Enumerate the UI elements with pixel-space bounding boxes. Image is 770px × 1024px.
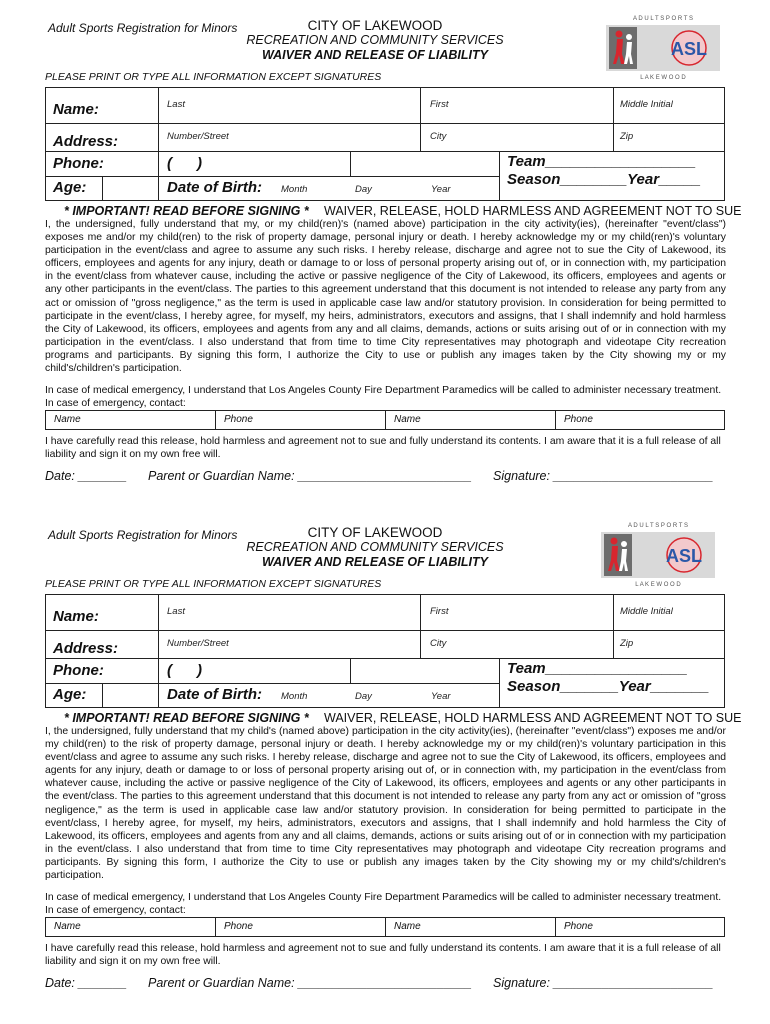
first-name-field[interactable]: First (430, 99, 449, 110)
phone-field[interactable]: ( ) (167, 155, 202, 172)
logo-initials: ASL (671, 39, 707, 59)
first-name-field[interactable]: First (430, 606, 449, 617)
dob-month-field[interactable]: Month (281, 691, 308, 702)
street-field[interactable]: Number/Street (167, 638, 229, 649)
dob-label: Date of Birth: (167, 179, 262, 196)
medical-emergency-text: In case of medical emergency, I understand that Los Angeles County Fire Department Paramedics will be called to administer necessary treatment. In case of emergency, contact: (45, 385, 722, 409)
age-label: Age: (53, 686, 87, 703)
city-field[interactable]: City (430, 131, 447, 142)
important-notice: * IMPORTANT! READ BEFORE SIGNING * (64, 711, 309, 725)
age-label: Age: (53, 179, 87, 196)
dob-day-field[interactable]: Day (355, 691, 372, 702)
phone-field[interactable]: ( ) (167, 662, 202, 679)
waiver-heading: WAIVER, RELEASE, HOLD HARMLESS AND AGREEMENT NOT TO SUE (324, 711, 742, 725)
contact2-name-field[interactable]: Name (394, 414, 421, 425)
contact2-phone-field[interactable]: Phone (564, 921, 593, 932)
waiver-legal-text: I, the undersigned, fully understand that my, or my child(ren)'s (named above) participation in the city activity(ies), (hereinafter "event/class") exposes me and/or my child(ren) to the risk of property damage, personal injury or death. I hereby acknowledge my or my child(ren)'s voluntary participation in the event/class and agree to assume any such risks. I hereby release, discharge and agree not to sue the City of Lakewood, its officers, employees and agents for any injury, death or damage to or loss of personal property arising out of, or in connection with, my participation in the event/class from whatever cause, including the active or passive negligence of the City of Lakewood, its officers, employees and agents or any other participants in the event/class. The parties to this agreement understand that this document is not intended to release any party from any act or omission of "gross negligence," as the term is used in applicable case law and/or statutory provision. In consideration for being permitted to participate in the event/class, I hereby agree, for myself, my heirs, administrators, executors and assigns, that I shall indemnify and hold harmless the City of Lakewood, its officers, employees and agents from any and all claims, demands, actions or suits arising out of or in connection with my participation in the event/class. I also understand that from time to time City representatives may photograph and videotape City recreation programs and participants. By signing this form, I authorize the City to use or publish any images taken by the City showing my or my child's/children's participation. (45, 219, 726, 375)
logo-bottom-text: L A K E W O O D (635, 582, 681, 588)
phone-label: Phone: (53, 155, 104, 172)
header-department: RECREATION AND COMMUNITY SERVICES (246, 540, 504, 554)
phone-label: Phone: (53, 662, 104, 679)
logo-initials: ASL (666, 546, 702, 566)
page-title: Adult Sports Registration for Minors (48, 528, 238, 542)
signature-field[interactable]: Signature: _______________________ (493, 469, 714, 483)
contact1-phone-field[interactable]: Phone (224, 921, 253, 932)
season-year-field[interactable]: Season________Year_____ (507, 171, 701, 188)
acknowledgement-text: I have carefully read this release, hold harmless and agreement not to sue and fully understand its contents. I am aware that it is a full release of all liability and sign it on my own free will. (45, 436, 721, 460)
dob-year-field[interactable]: Year (431, 184, 451, 195)
zip-field[interactable]: Zip (620, 638, 634, 649)
important-notice: * IMPORTANT! READ BEFORE SIGNING * (64, 204, 309, 218)
header-waiver-title: WAIVER AND RELEASE OF LIABILITY (262, 555, 488, 569)
date-field[interactable]: Date: _______ (45, 469, 128, 483)
contact2-name-field[interactable]: Name (394, 921, 421, 932)
season-year-field[interactable]: Season_______Year_______ (507, 678, 710, 695)
name-label: Name: (53, 608, 99, 625)
address-label: Address: (53, 640, 119, 657)
dob-year-field[interactable]: Year (431, 691, 451, 702)
waiver-form-1 (0, 0, 770, 505)
middle-initial-field[interactable]: Middle Initial (620, 606, 673, 617)
contact2-phone-field[interactable]: Phone (564, 414, 593, 425)
logo-bottom-text: L A K E W O O D (640, 75, 686, 81)
header-city: CITY OF LAKEWOOD (307, 18, 443, 33)
last-name-field[interactable]: Last (167, 606, 185, 617)
header-department: RECREATION AND COMMUNITY SERVICES (246, 33, 504, 47)
waiver-heading: WAIVER, RELEASE, HOLD HARMLESS AND AGREEMENT NOT TO SUE (324, 204, 742, 218)
guardian-name-field[interactable]: Parent or Guardian Name: _________________________ (148, 976, 472, 990)
signature-field[interactable]: Signature: _______________________ (493, 976, 714, 990)
contact1-name-field[interactable]: Name (54, 414, 81, 425)
waiver-legal-text: I, the undersigned, fully understand that my child's (named above) participation in the city activity(ies), (hereinafter "event/class") exposes me and/or my child(ren) to the risk of property damage, personal injury or death. I hereby acknowledge my or my child(ren)'s voluntary participation in this event/class and agree to assume any such risks. I hereby release, discharge and agree not to sue the City of Lakewood, its officers, employees and agents for any injury, death or damage to or loss of personal property arising out of, or in connection with, my participation in the event/class from whatever cause, including the active or passive negligence of the City of Lakewood, its officers, employees and agents or any other participants in the event/class. The parties to this agreement understand that this document is not intended to release any party from any act or omission of "gross negligence," as the term is used in applicable case law and/or statutory provision. In consideration for being permitted to participate in the event/class, I hereby agree, for myself, my heirs, administrators, executors and assigns, that I shall indemnify and hold harmless the City of Lakewood, its officers, employees and agents from any and all claims, demands, actions or suits arising out of or in connection with my participation in the event/class. I also understand that from time to time City representatives may photograph and videotape City recreation programs and participants. By signing this form, I authorize the City to use or publish any images taken by the City showing my or my child's/children's participation. (45, 726, 726, 882)
contact1-phone-field[interactable]: Phone (224, 414, 253, 425)
medical-emergency-text: In case of medical emergency, I understand that Los Angeles County Fire Department Paramedics will be called to administer necessary treatment. In case of emergency, contact: (45, 892, 722, 916)
print-instruction: PLEASE PRINT OR TYPE ALL INFORMATION EXCEPT SIGNATURES (45, 578, 382, 590)
address-label: Address: (53, 133, 119, 150)
dob-month-field[interactable]: Month (281, 184, 308, 195)
emergency-contacts-table (45, 410, 725, 430)
page-title: Adult Sports Registration for Minors (48, 21, 238, 35)
registration-box (45, 594, 725, 708)
city-field[interactable]: City (430, 638, 447, 649)
emergency-contacts-table (45, 917, 725, 937)
last-name-field[interactable]: Last (167, 99, 185, 110)
registration-box (45, 87, 725, 201)
waiver-form-2 (0, 507, 770, 1012)
date-field[interactable]: Date: _______ (45, 976, 128, 990)
team-field[interactable]: Team__________________ (507, 153, 696, 170)
dob-label: Date of Birth: (167, 686, 262, 703)
logo-top-text: A D U L T S P O R T S (633, 16, 693, 22)
print-instruction: PLEASE PRINT OR TYPE ALL INFORMATION EXCEPT SIGNATURES (45, 71, 382, 83)
zip-field[interactable]: Zip (620, 131, 634, 142)
header-waiver-title: WAIVER AND RELEASE OF LIABILITY (262, 48, 488, 62)
contact1-name-field[interactable]: Name (54, 921, 81, 932)
header-city: CITY OF LAKEWOOD (307, 525, 443, 540)
asl-logo (598, 519, 718, 589)
name-label: Name: (53, 101, 99, 118)
asl-logo (603, 12, 723, 82)
guardian-name-field[interactable]: Parent or Guardian Name: _________________________ (148, 469, 472, 483)
middle-initial-field[interactable]: Middle Initial (620, 99, 673, 110)
street-field[interactable]: Number/Street (167, 131, 229, 142)
logo-top-text: A D U L T S P O R T S (628, 523, 688, 529)
acknowledgement-text: I have carefully read this release, hold harmless and agreement not to sue and fully understand its contents. I am aware that it is a full release of all liability and sign it on my own free will. (45, 943, 721, 967)
dob-day-field[interactable]: Day (355, 184, 372, 195)
team-field[interactable]: Team_________________ (507, 660, 688, 677)
